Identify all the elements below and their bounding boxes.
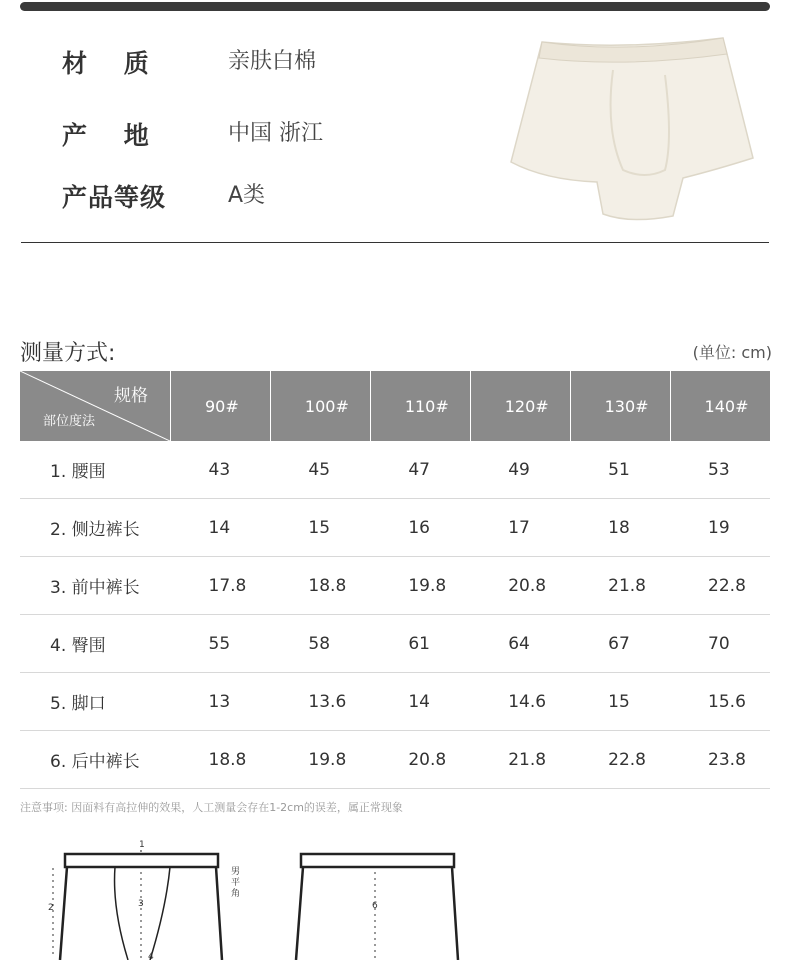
marker-6: 6 bbox=[372, 901, 378, 911]
spec-label-origin: 产 地 bbox=[62, 121, 150, 150]
cell-value: 16 bbox=[370, 499, 470, 557]
cell-value: 53 bbox=[670, 441, 770, 499]
side-text-2: 平 bbox=[231, 878, 241, 888]
marker-2: 2 bbox=[48, 903, 54, 913]
cell-value: 18.8 bbox=[171, 731, 271, 789]
cell-value: 61 bbox=[370, 615, 470, 673]
cell-value: 47 bbox=[370, 441, 470, 499]
corner-bottom-label: 部位度法 bbox=[43, 414, 96, 429]
cell-value: 14 bbox=[370, 673, 470, 731]
cell-value: 17.8 bbox=[171, 557, 271, 615]
spec-label-grade: 产品等级 bbox=[62, 183, 167, 212]
size-header: 130# bbox=[570, 371, 670, 441]
cell-value: 13 bbox=[171, 673, 271, 731]
table-row bbox=[20, 499, 770, 557]
table-row bbox=[20, 731, 770, 789]
marker-3: 3 bbox=[138, 899, 144, 909]
cell-value: 64 bbox=[470, 615, 570, 673]
top-bar bbox=[20, 2, 770, 11]
size-header: 110# bbox=[370, 371, 470, 441]
cell-value: 19.8 bbox=[370, 557, 470, 615]
cell-value: 20.8 bbox=[470, 557, 570, 615]
unit-label: (单位: cm) bbox=[692, 343, 772, 362]
cell-value: 51 bbox=[570, 441, 670, 499]
table-row bbox=[20, 615, 770, 673]
cell-value: 21.8 bbox=[470, 731, 570, 789]
cell-value: 13.6 bbox=[270, 673, 370, 731]
size-header: 90# bbox=[171, 371, 271, 441]
side-text-3: 角 bbox=[231, 889, 241, 899]
cell-value: 23.8 bbox=[670, 731, 770, 789]
measurement-note: 注意事项: 因面料有高拉伸的效果，人工测量会存在1-2cm的误差，属正常现象 bbox=[20, 801, 403, 814]
measurement-diagram bbox=[0, 828, 790, 960]
cell-value: 58 bbox=[270, 615, 370, 673]
table-row bbox=[20, 557, 770, 615]
cell-value: 15.6 bbox=[670, 673, 770, 731]
cell-value: 20.8 bbox=[370, 731, 470, 789]
measure-title: 测量方式: bbox=[20, 341, 116, 366]
marker-4: 4 bbox=[148, 952, 154, 960]
row-label: 1. 腰围 bbox=[20, 441, 171, 499]
cell-value: 18.8 bbox=[270, 557, 370, 615]
size-header-row bbox=[20, 371, 770, 441]
cell-value: 70 bbox=[670, 615, 770, 673]
cell-value: 49 bbox=[470, 441, 570, 499]
size-table bbox=[20, 371, 770, 789]
cell-value: 67 bbox=[570, 615, 670, 673]
row-label: 6. 后中裤长 bbox=[20, 731, 171, 789]
marker-1: 1 bbox=[139, 840, 145, 850]
size-header: 120# bbox=[470, 371, 570, 441]
cell-value: 55 bbox=[171, 615, 271, 673]
cell-value: 14 bbox=[171, 499, 271, 557]
size-header: 140# bbox=[670, 371, 770, 441]
cell-value: 22.8 bbox=[670, 557, 770, 615]
spec-value-material: 亲肤白棉 bbox=[228, 49, 317, 74]
table-row bbox=[20, 673, 770, 731]
table-row bbox=[20, 441, 770, 499]
cell-value: 43 bbox=[171, 441, 271, 499]
row-label: 2. 侧边裤长 bbox=[20, 499, 171, 557]
product-image bbox=[505, 30, 760, 230]
cell-value: 45 bbox=[270, 441, 370, 499]
row-label: 4. 臀围 bbox=[20, 615, 171, 673]
cell-value: 21.8 bbox=[570, 557, 670, 615]
spec-value-origin: 中国 浙江 bbox=[228, 121, 323, 146]
cell-value: 15 bbox=[570, 673, 670, 731]
corner-header bbox=[20, 371, 171, 441]
side-text-1: 男 bbox=[231, 867, 241, 877]
cell-value: 19 bbox=[670, 499, 770, 557]
cell-value: 18 bbox=[570, 499, 670, 557]
spec-divider bbox=[21, 242, 769, 243]
row-label: 3. 前中裤长 bbox=[20, 557, 171, 615]
cell-value: 15 bbox=[270, 499, 370, 557]
corner-top-label: 规格 bbox=[114, 386, 148, 406]
cell-value: 19.8 bbox=[270, 731, 370, 789]
cell-value: 14.6 bbox=[470, 673, 570, 731]
spec-label-material: 材 质 bbox=[62, 49, 150, 78]
size-header: 100# bbox=[270, 371, 370, 441]
spec-value-grade: A类 bbox=[228, 183, 266, 208]
cell-value: 17 bbox=[470, 499, 570, 557]
cell-value: 22.8 bbox=[570, 731, 670, 789]
row-label: 5. 脚口 bbox=[20, 673, 171, 731]
